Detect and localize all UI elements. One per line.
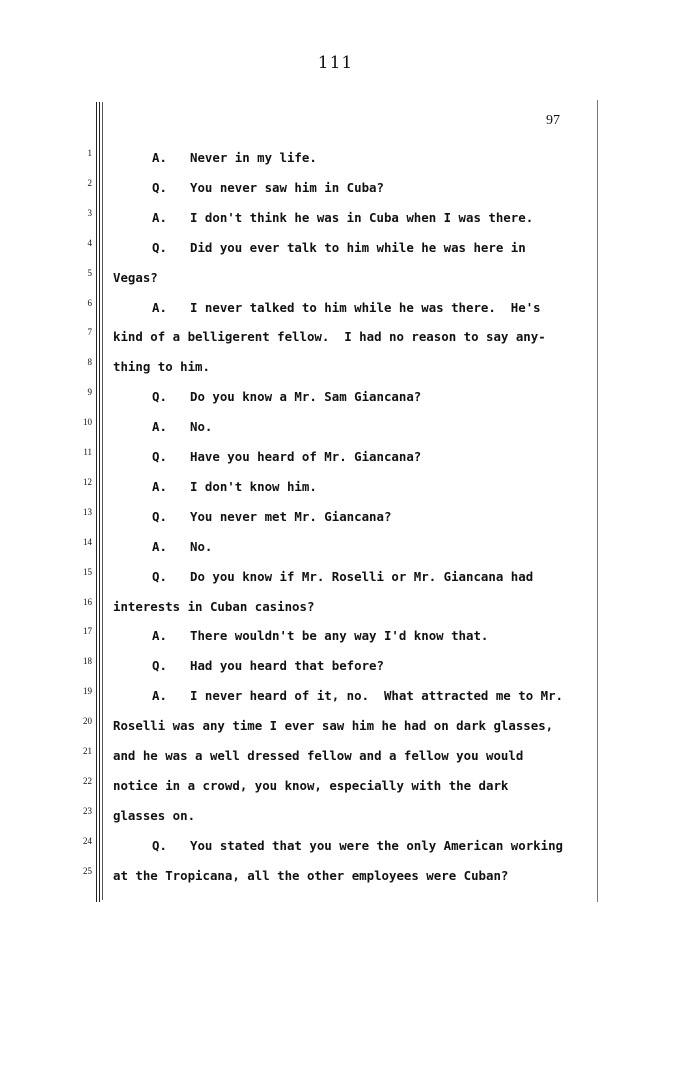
speaker-label: A. [152,209,167,225]
transcript-text: at the Tropicana, all the other employees were Cuban? [113,867,509,883]
left-margin-rule [99,102,100,902]
line-number: 22 [83,775,92,786]
line-number: 4 [87,237,92,248]
transcript-line [113,718,553,733]
transcript-line [152,419,212,434]
speaker-label: Q. [152,508,167,524]
speaker-label: Q. [152,389,167,405]
transcript-line [113,599,314,614]
transcript-text: Do you know a Mr. Sam Giancana? [190,389,422,405]
transcript-text: You stated that you were the only American working [190,837,563,853]
speaker-label: A. [152,688,167,704]
transcript-text: I don't think he was in Cuba when I was there. [190,209,534,225]
transcript-line [152,449,421,464]
line-number: 11 [83,447,92,457]
line-number: 3 [87,207,92,218]
transcript-text: kind of a belligerent fellow. I had no reason to say any- [113,329,546,345]
transcript-line [152,479,317,494]
transcript-line [152,509,391,524]
right-margin-rule [597,100,598,902]
transcript-text: Never in my life. [190,150,317,165]
transcript-line [152,539,212,554]
transcript-text: thing to him. [113,359,210,375]
speaker-label: A. [152,538,167,554]
speaker-label: Q. [152,568,167,584]
line-number: 23 [83,805,92,816]
line-number: 2 [87,177,92,188]
transcript-line [113,778,508,793]
speaker-label: Q. [152,658,167,674]
line-number: 8 [87,357,92,368]
transcript-line [113,868,508,883]
speaker-label: A. [152,628,167,644]
transcript-line [113,748,523,763]
transcript-line [113,359,210,374]
transcript-line [152,658,384,673]
line-number: 1 [87,148,92,158]
left-margin-rule [96,102,97,902]
transcript-page-number: 97 [546,113,560,128]
speaker-label: A. [152,478,167,494]
line-number: 20 [83,716,92,727]
transcript-text: There wouldn't be any way I'd know that. [190,628,489,644]
transcript-text: You never met Mr. Giancana? [190,508,392,524]
speaker-label: A. [152,299,167,315]
transcript-line [113,329,546,344]
line-number: 13 [83,506,92,517]
transcript-line [152,389,421,404]
transcript-line [152,838,563,853]
line-number: 18 [83,656,92,667]
transcript-text: Have you heard of Mr. Giancana? [190,449,422,464]
transcript-line [152,300,541,315]
transcript-text: Did you ever talk to him while he was here in [190,239,526,255]
transcript-text: notice in a crowd, you know, especially with the dark [113,777,509,793]
transcript-line [152,240,526,255]
transcript-text: Roselli was any time I ever saw him he had on dark glasses, [113,718,554,734]
transcript-text: interests in Cuban casinos? [113,598,315,614]
speaker-label: Q. [152,449,167,464]
transcript-line [152,210,533,225]
speaker-label: Q. [152,837,167,853]
document-page-number: 111 [317,53,354,73]
transcript-text: Do you know if Mr. Roselli or Mr. Giancana had [190,568,534,584]
transcript-text: I never heard of it, no. What attracted me to Mr. [190,688,563,704]
line-number: 15 [83,566,92,577]
line-number: 14 [83,536,92,547]
transcript-line [152,180,384,195]
line-number: 21 [83,746,92,756]
transcript-line [152,569,533,584]
transcript-text: Had you heard that before? [190,658,384,674]
transcript-text: glasses on. [113,807,196,823]
transcript-text: and he was a well dressed fellow and a fellow you would [113,748,524,763]
line-number: 6 [87,297,92,308]
line-number: 25 [83,865,92,876]
speaker-label: Q. [152,239,167,255]
transcript-line [152,628,488,643]
speaker-label: A. [152,419,167,435]
transcript-text: No. [190,419,213,435]
line-number: 5 [87,267,92,278]
transcript-text: No. [190,538,213,554]
transcript-line [113,808,195,823]
line-number: 16 [83,596,92,607]
line-number: 10 [83,417,92,428]
left-margin-rule [102,102,103,900]
transcript-text: I never talked to him while he was there. He's [190,299,541,315]
line-number: 24 [83,835,92,846]
line-number: 12 [83,476,92,487]
transcript-line [113,270,158,285]
transcript-text: I don't know him. [190,478,317,494]
line-number: 19 [83,686,92,697]
line-number: 9 [87,387,92,398]
transcript-text: You never saw him in Cuba? [190,179,384,195]
speaker-label: Q. [152,179,167,195]
transcript-line [152,688,563,703]
transcript-line [152,150,317,165]
transcript-text: Vegas? [113,269,158,285]
line-number: 17 [83,626,92,637]
line-number: 7 [87,327,92,338]
speaker-label: A. [152,150,167,165]
